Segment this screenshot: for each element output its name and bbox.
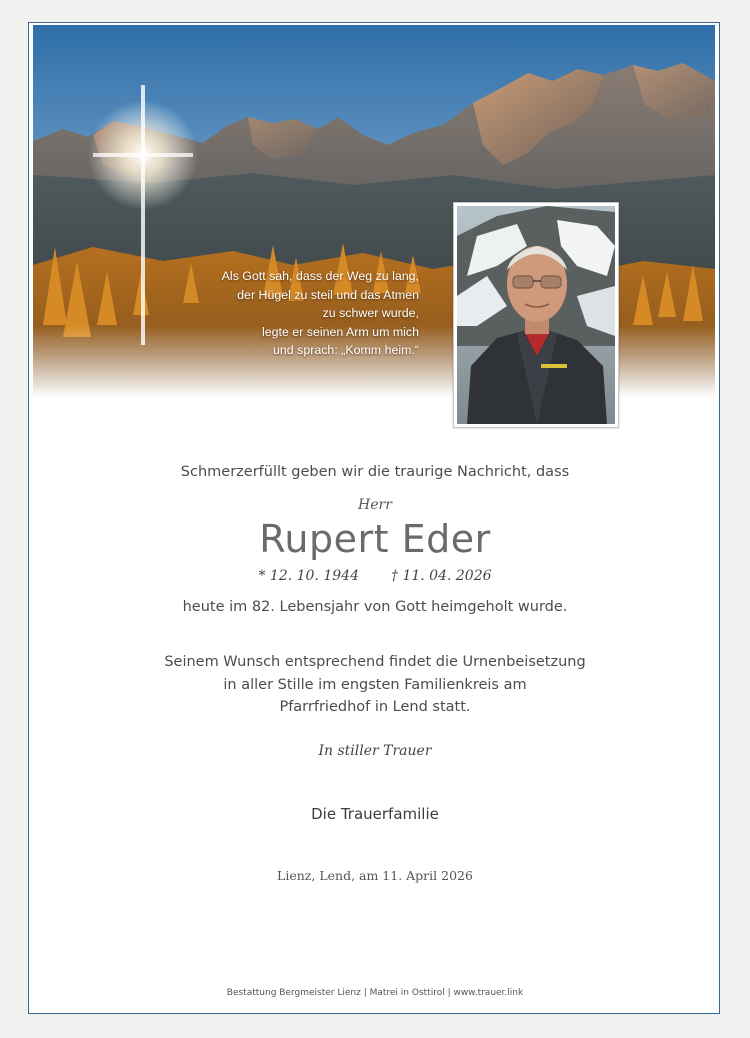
- obituary-sheet: [28, 22, 720, 1014]
- burial-line: Pfarrfriedhof in Lend statt.: [279, 699, 471, 715]
- portrait-photo: [453, 202, 619, 428]
- poem-line: der Hügel zu steil und das Atmen: [237, 287, 419, 302]
- poem-line: und sprach: „Komm heim.“: [273, 343, 419, 357]
- poem-quote: [139, 267, 419, 360]
- poem-line: Als Gott sah, dass der Weg zu lang,: [221, 269, 419, 283]
- place-and-date: Lienz, Lend, am 11. April 2026: [277, 868, 473, 883]
- family-signature: Die Trauerfamilie: [311, 805, 439, 823]
- life-dates: [29, 568, 720, 584]
- mourning-phrase: In stiller Trauer: [318, 743, 432, 759]
- poem-line: zu schwer wurde,: [322, 306, 419, 320]
- death-date: † 11. 04. 2026: [391, 568, 492, 584]
- age-line: heute im 82. Lebensjahr von Gott heimgeholt wurde.: [182, 599, 568, 615]
- burial-info: [29, 651, 720, 719]
- birth-date: * 12. 10. 1944: [258, 568, 359, 584]
- intro-text: Schmerzerfüllt geben wir die traurige Nachricht, dass: [180, 464, 570, 480]
- salutation: Herr: [358, 497, 392, 513]
- burial-line: Seinem Wunsch entsprechend findet die Urnenbeisetzung: [164, 654, 586, 670]
- poem-line: legte er seinen Arm um mich: [261, 324, 419, 339]
- funeral-home-footer: Bestattung Bergmeister Lienz | Matrei in Osttirol | www.trauer.link: [226, 988, 524, 998]
- burial-line: in aller Stille im engsten Familienkreis am: [223, 676, 527, 693]
- deceased-name: Rupert Eder: [259, 517, 491, 561]
